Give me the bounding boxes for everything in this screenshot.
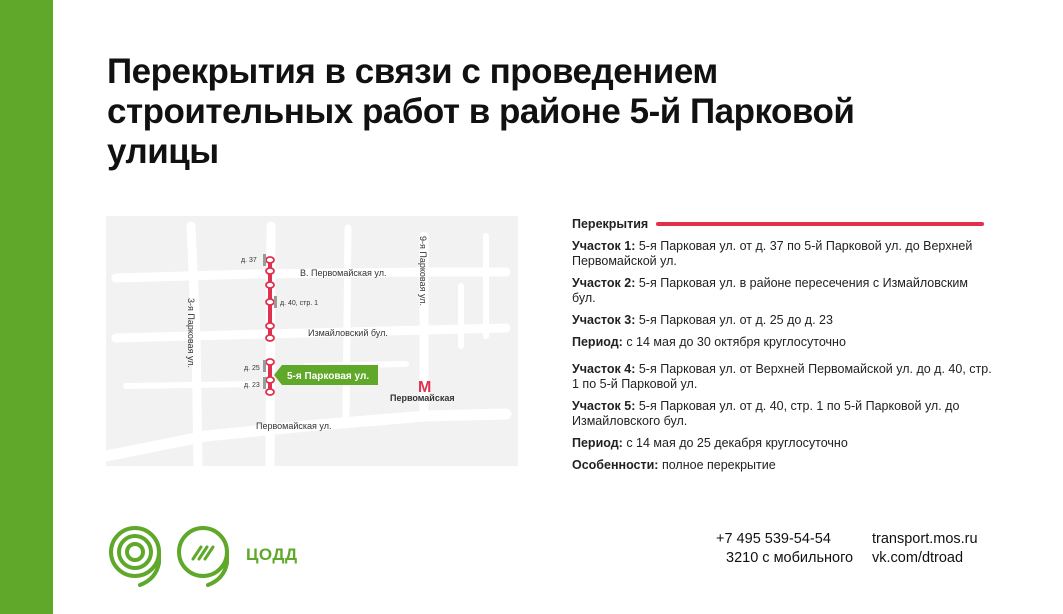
house-label-d37: д. 37	[241, 257, 257, 264]
section-text: 5-я Парковая ул. от д. 37 по 5-й Парковой ул. до Верхней Первомайской ул.	[572, 239, 973, 268]
house-label-d23: д. 23	[244, 382, 260, 389]
page-title: Перекрытия в связи с проведением строительных работ в районе 5-й Парковой улицы	[107, 52, 855, 171]
website-link[interactable]: transport.mos.ru	[872, 531, 978, 547]
info-section	[572, 458, 992, 473]
section-text: полное перекрытие	[661, 458, 776, 472]
street-callout	[274, 365, 378, 385]
metro-station-label: Первомайская	[390, 393, 455, 403]
section-label: Период:	[572, 436, 623, 450]
section-label: Особенности:	[572, 458, 659, 472]
section-text: 5-я Парковая ул. от д. 40, стр. 1 по 5-й Парковой ул. до Измайловского бул.	[572, 399, 960, 428]
section-label: Участок 2:	[572, 276, 636, 290]
section-text: с 14 мая до 25 декабря круглосуточно	[626, 436, 848, 450]
street-label-parkovaya-9: 9-я Парковая ул.	[418, 236, 428, 307]
legend-label: Перекрытия	[572, 216, 649, 231]
phone-contacts	[716, 530, 853, 568]
closure-line-swatch	[656, 222, 984, 226]
street-label-izmailovsky: Измайловский бул.	[308, 328, 388, 338]
web-contacts	[872, 530, 978, 568]
info-section	[572, 313, 992, 328]
info-section	[572, 436, 992, 451]
footer-logos	[106, 520, 298, 590]
moscow-transport-logo-icon	[106, 523, 164, 587]
section-label: Период:	[572, 335, 623, 349]
info-section	[572, 399, 992, 429]
closure-map	[106, 216, 518, 466]
section-label: Участок 3:	[572, 313, 636, 327]
section-text: с 14 мая до 30 октября круглосуточно	[626, 335, 846, 349]
vk-link[interactable]: vk.com/dtroad	[872, 550, 964, 566]
info-section	[572, 335, 992, 350]
mobile-short-number: 3210 с мобильного	[726, 550, 854, 566]
street-label-v-pervomaiskaya: В. Первомайская ул.	[300, 268, 387, 278]
metro-m-icon: М	[418, 379, 432, 396]
info-section	[572, 362, 992, 392]
callout-label: 5-я Парковая ул.	[287, 371, 370, 382]
codd-logo-icon	[174, 523, 232, 587]
info-section	[572, 239, 992, 269]
phone-number[interactable]: +7 495 539-54-54	[716, 531, 831, 547]
street-label-parkovaya-3: 3-я Парковая ул.	[186, 298, 196, 369]
house-label-d25: д. 25	[244, 365, 260, 372]
green-side-stripe	[0, 0, 53, 614]
section-text: 5-я Парковая ул. от Верхней Первомайской ул. до д. 40, стр. 1 по 5-й Парковой ул.	[572, 362, 992, 391]
closure-info	[572, 215, 992, 480]
map-svg	[106, 216, 518, 466]
brand-name: ЦОДД	[246, 545, 298, 564]
section-label: Участок 4:	[572, 362, 636, 376]
section-text: 5-я Парковая ул. в районе пересечения с Измайловским бул.	[572, 276, 969, 305]
section-label: Участок 1:	[572, 239, 636, 253]
closure-legend	[572, 215, 992, 233]
info-section	[572, 276, 992, 306]
house-label-d40: д. 40, стр. 1	[280, 300, 319, 307]
section-label: Участок 5:	[572, 399, 636, 413]
street-label-pervomaiskaya: Первомайская ул.	[256, 421, 332, 431]
section-text: 5-я Парковая ул. от д. 25 до д. 23	[638, 313, 833, 327]
